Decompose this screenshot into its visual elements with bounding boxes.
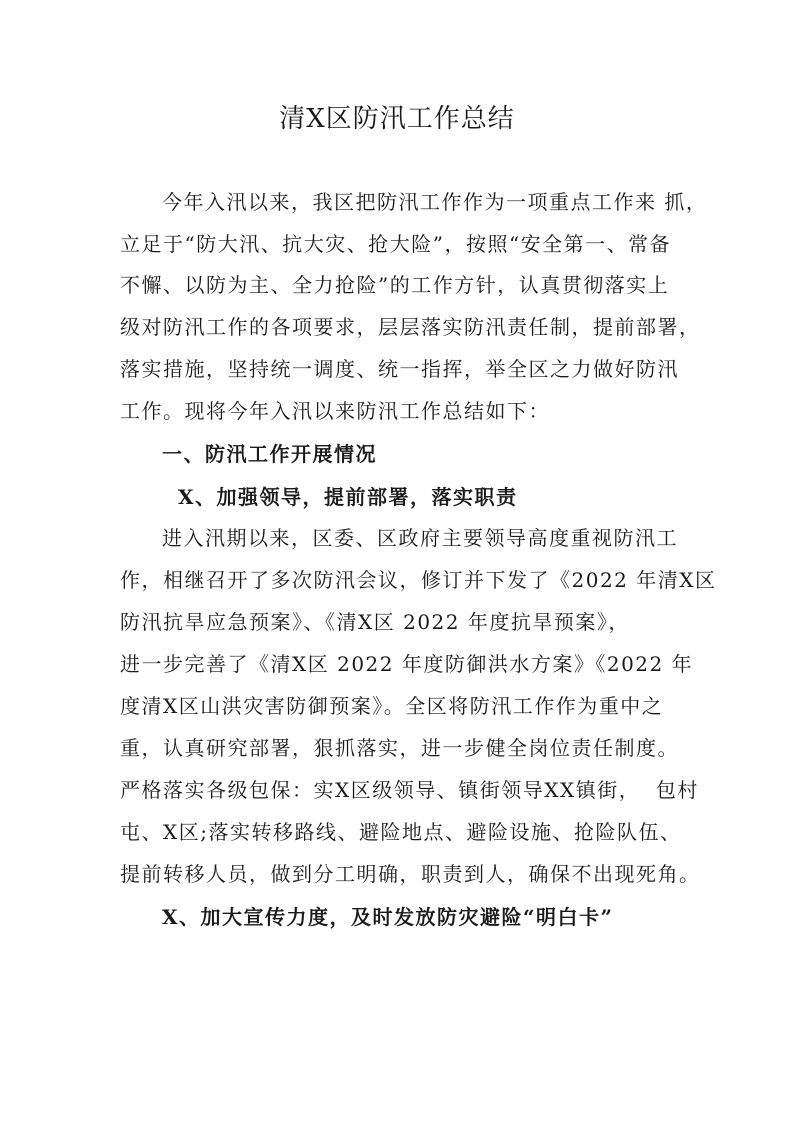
intro-line-6: 工作。现将今年入汛以来防汛工作总结如下： [120,399,550,423]
sub1-line-6: 重，认真研究部署，狠抓落实，进一步健全岗位责任制度。 [120,736,679,760]
sub1-line-7: 严格落实各级包保：实X区级领导、镇街领导XX镇街， 包村 [120,778,699,802]
intro-line-4: 级对防汛工作的各项要求，层层落实防汛责任制，提前部署， [120,315,701,339]
sub1-line-9: 提前转移人员，做到分工明确，职责到人，确保不出现死角。 [120,862,701,886]
intro-line-5: 落实措施，坚持统一调度、统一指挥，举全区之力做好防汛 [120,357,679,381]
intro-line-2: 立足于“防大汛、抗大灾、抢大险”，按照“安全第一、常备 [120,232,672,256]
section-heading-1: 一、防汛工作开展情况 [162,442,377,466]
document-title: 清X区防汛工作总结 [279,104,515,134]
intro-line-1: 今年入汛以来，我区把防汛工作作为一项重点工作来 抓， [162,190,708,214]
intro-line-3: 不懈、以防为主、全力抢险”的工作方针，认真贯彻落实上 [120,273,670,297]
sub1-line-5: 度清X区山洪灾害防御预案》。全区将防汛工作作为重中之 [120,694,664,718]
sub1-line-2: 作，相继召开了多次防汛会议，修订并下发了《2022 年清X区 [120,568,717,592]
sub1-line-4: 进一步完善了《清X区 2022 年度防御洪水方案》《2022 年 [120,652,694,676]
subsection-heading-1: X、加强领导，提前部署，落实职责 [178,485,518,509]
sub1-line-8: 屯、X区;落实转移路线、避险地点、避险设施、抢险队伍、 [120,820,682,844]
sub1-line-3: 防汛抗旱应急预案》、《清X区 2022 年度抗旱预案》， [120,610,630,634]
sub1-line-1: 进入汛期以来，区委、区政府主要领导高度重视防汛工 [162,526,678,550]
subsection-heading-2: X、加大宣传力度，及时发放防灾避险“明白卡” [162,905,614,929]
